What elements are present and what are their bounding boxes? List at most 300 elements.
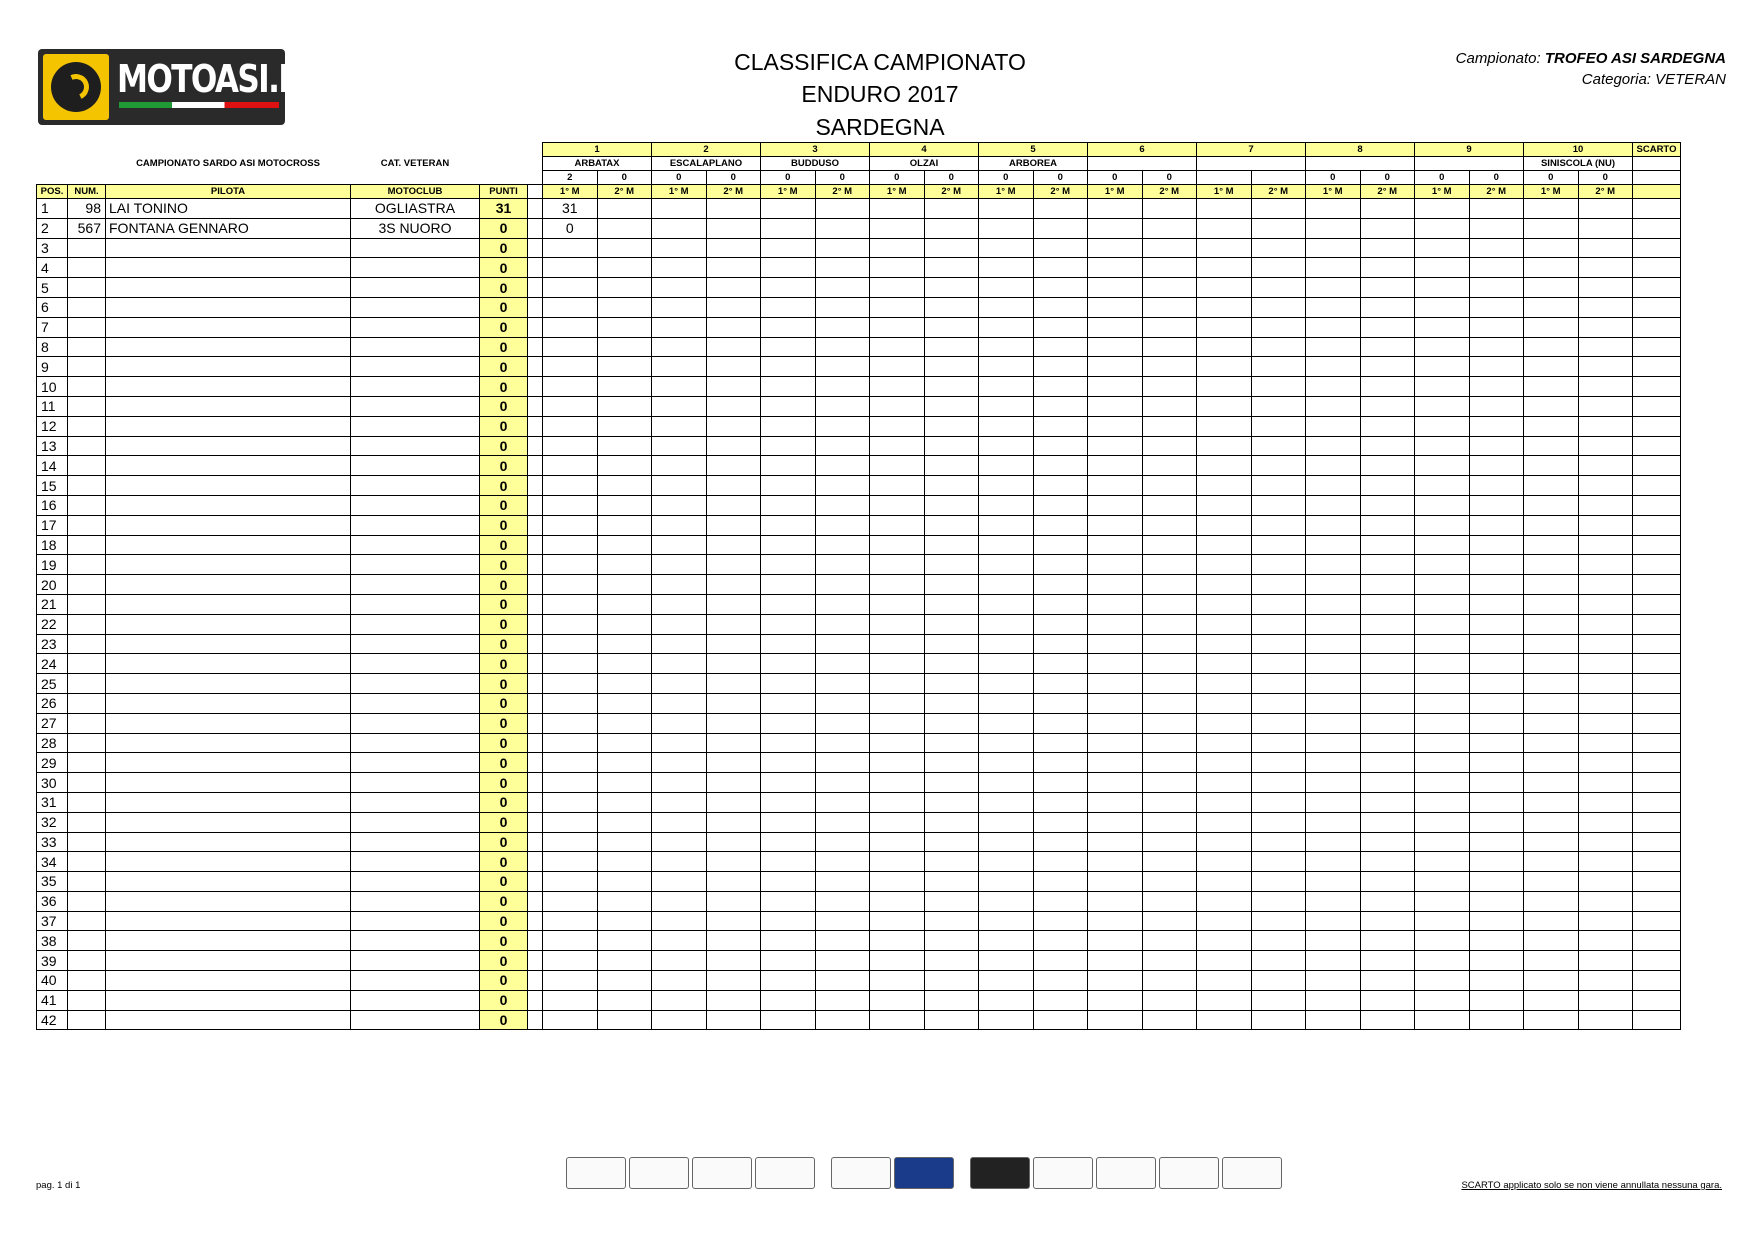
cell-race-result: 0	[543, 218, 598, 238]
cell-race-result	[543, 258, 598, 278]
table-row	[37, 495, 1681, 515]
cell-race-result	[1142, 654, 1197, 674]
cell-race-result	[652, 515, 707, 535]
cell-scarto	[1633, 931, 1681, 951]
cell-race-result	[1197, 396, 1252, 416]
cell-race-result	[1197, 297, 1252, 317]
cell-pos: 6	[37, 297, 68, 317]
cell-pos: 38	[37, 931, 68, 951]
cell-punti: 0	[480, 575, 528, 595]
cell-race-result	[1033, 594, 1088, 614]
cell-race-result	[1524, 594, 1579, 614]
cell-race-result	[1415, 733, 1470, 753]
cell-race-result	[979, 515, 1034, 535]
cell-race-result	[1469, 297, 1524, 317]
cell-race-result	[1415, 911, 1470, 931]
cell-race-result	[1251, 693, 1306, 713]
cell-race-result	[652, 238, 707, 258]
motoasi-logo	[38, 49, 308, 125]
cell-race-result	[1360, 258, 1415, 278]
cell-race-result	[815, 535, 870, 555]
cell-race-result	[652, 931, 707, 951]
manche-count: 0	[870, 171, 925, 185]
cell-race-result	[1306, 416, 1361, 436]
cell-race-result	[597, 812, 652, 832]
cell-num	[68, 396, 106, 416]
cell-pos: 41	[37, 990, 68, 1010]
cell-gap	[528, 238, 543, 258]
cell-race-result	[815, 357, 870, 377]
cell-pilota	[106, 773, 351, 793]
cell-race-result	[1197, 258, 1252, 278]
cell-race-result	[1524, 495, 1579, 515]
cell-pos: 4	[37, 258, 68, 278]
cell-race-result	[543, 377, 598, 397]
cell-scarto	[1633, 713, 1681, 733]
cell-race-result	[1142, 396, 1197, 416]
cell-gap	[528, 674, 543, 694]
cell-scarto	[1633, 535, 1681, 555]
cell-race-result	[761, 575, 816, 595]
cell-race-result	[652, 456, 707, 476]
cell-race-result	[597, 436, 652, 456]
cell-race-result	[870, 495, 925, 515]
cell-race-result	[1088, 515, 1143, 535]
cell-race-result	[1360, 357, 1415, 377]
cell-race-result	[1415, 872, 1470, 892]
cell-race-result	[1033, 317, 1088, 337]
cell-race-result	[597, 357, 652, 377]
cell-race-result	[1088, 377, 1143, 397]
cell-race-result	[706, 416, 761, 436]
cell-race-result	[761, 476, 816, 496]
cell-race-result	[1251, 436, 1306, 456]
cell-gap	[528, 555, 543, 575]
cell-punti: 0	[480, 654, 528, 674]
cell-race-result	[1251, 951, 1306, 971]
cell-race-result	[1088, 792, 1143, 812]
cell-race-result	[1197, 238, 1252, 258]
cell-race-result	[706, 614, 761, 634]
cell-motoclub	[351, 753, 480, 773]
cell-race-result	[1306, 911, 1361, 931]
manche-1-header: 1° M	[979, 185, 1034, 199]
sponsor-stamp-logo	[1159, 1157, 1219, 1189]
table-row	[37, 416, 1681, 436]
cell-race-result	[979, 931, 1034, 951]
cell-race-result	[1088, 495, 1143, 515]
cell-race-result	[1524, 258, 1579, 278]
cell-race-result	[1578, 297, 1633, 317]
cell-race-result	[597, 456, 652, 476]
cell-race-result	[761, 713, 816, 733]
cell-race-result	[1033, 357, 1088, 377]
cell-race-result	[1088, 456, 1143, 476]
round-place: ESCALAPLANO	[652, 157, 761, 171]
cell-race-result	[1088, 891, 1143, 911]
cell-race-result	[1251, 713, 1306, 733]
cell-race-result	[1360, 654, 1415, 674]
table-row	[37, 575, 1681, 595]
cell-race-result	[815, 456, 870, 476]
cell-race-result	[597, 733, 652, 753]
cell-race-result	[979, 713, 1034, 733]
cell-race-result	[1088, 931, 1143, 951]
cell-race-result	[761, 832, 816, 852]
cell-race-result	[870, 278, 925, 298]
cell-pos: 7	[37, 317, 68, 337]
round-place: ARBOREA	[979, 157, 1088, 171]
cell-race-result	[761, 1010, 816, 1030]
cell-race-result	[1306, 852, 1361, 872]
cell-race-result	[1033, 832, 1088, 852]
cell-race-result	[652, 575, 707, 595]
cell-scarto	[1633, 515, 1681, 535]
cell-race-result	[1524, 515, 1579, 535]
cell-race-result	[543, 614, 598, 634]
manche-1-header: 1° M	[1197, 185, 1252, 199]
cell-punti: 0	[480, 872, 528, 892]
scarto-note: SCARTO applicato solo se non viene annullata nessuna gara.	[1461, 1180, 1722, 1191]
cell-race-result	[1306, 377, 1361, 397]
cell-pos: 1	[37, 199, 68, 219]
cell-race-result	[924, 891, 979, 911]
cell-race-result	[1306, 971, 1361, 991]
cell-race-result	[815, 594, 870, 614]
cell-race-result	[1578, 476, 1633, 496]
cell-race-result	[979, 476, 1034, 496]
cell-race-result	[1088, 258, 1143, 278]
cell-race-result	[761, 654, 816, 674]
cell-race-result	[979, 297, 1034, 317]
cell-race-result	[1524, 476, 1579, 496]
cell-race-result	[870, 951, 925, 971]
manche-2-header: 2° M	[924, 185, 979, 199]
cell-race-result	[1524, 971, 1579, 991]
cell-race-result	[1578, 713, 1633, 733]
cell-pos: 39	[37, 951, 68, 971]
cell-race-result	[652, 674, 707, 694]
cell-motoclub	[351, 575, 480, 595]
cell-punti: 0	[480, 792, 528, 812]
cell-race-result	[1197, 951, 1252, 971]
cell-race-result	[870, 377, 925, 397]
cell-gap	[528, 693, 543, 713]
table-row	[37, 832, 1681, 852]
cell-motoclub	[351, 951, 480, 971]
round-number: 1	[543, 143, 652, 157]
cell-race-result	[1197, 416, 1252, 436]
cell-num	[68, 436, 106, 456]
cell-race-result	[1197, 377, 1252, 397]
cell-race-result	[1524, 456, 1579, 476]
cell-race-result	[924, 535, 979, 555]
cell-race-result	[1360, 199, 1415, 219]
cell-race-result	[1251, 575, 1306, 595]
cell-race-result	[706, 773, 761, 793]
cell-race-result	[761, 773, 816, 793]
title-line-2: ENDURO 2017	[801, 81, 959, 107]
cell-pos: 37	[37, 911, 68, 931]
cell-race-result	[979, 258, 1034, 278]
cell-race-result	[1306, 495, 1361, 515]
cell-race-result	[1251, 852, 1306, 872]
cell-race-result	[543, 416, 598, 436]
cell-num	[68, 535, 106, 555]
manche-count: 0	[1088, 171, 1143, 185]
cell-race-result	[815, 258, 870, 278]
cell-race-result	[543, 990, 598, 1010]
cell-gap	[528, 218, 543, 238]
cell-race-result	[761, 218, 816, 238]
cell-race-result	[1524, 852, 1579, 872]
cell-race-result	[815, 377, 870, 397]
cell-race-result	[761, 990, 816, 1010]
cell-race-result	[543, 654, 598, 674]
cell-race-result	[1578, 199, 1633, 219]
cell-race-result	[1088, 1010, 1143, 1030]
cell-race-result	[597, 971, 652, 991]
cell-race-result	[979, 575, 1034, 595]
cell-race-result	[1415, 654, 1470, 674]
cell-race-result	[870, 713, 925, 733]
cell-race-result	[870, 931, 925, 951]
cell-race-result	[543, 515, 598, 535]
cell-pos: 32	[37, 812, 68, 832]
cell-race-result	[1197, 476, 1252, 496]
cell-pos: 22	[37, 614, 68, 634]
cell-race-result	[979, 555, 1034, 575]
cell-punti: 0	[480, 832, 528, 852]
cell-race-result	[597, 594, 652, 614]
cell-race-result	[1033, 476, 1088, 496]
cell-race-result	[870, 594, 925, 614]
cell-race-result	[597, 416, 652, 436]
cell-race-result	[706, 436, 761, 456]
round-number: 7	[1197, 143, 1306, 157]
cell-motoclub	[351, 555, 480, 575]
cell-pos: 12	[37, 416, 68, 436]
cell-punti: 0	[480, 773, 528, 793]
cell-race-result	[1360, 990, 1415, 1010]
cell-race-result	[1415, 812, 1470, 832]
cell-race-result	[979, 971, 1034, 991]
manche-1-header: 1° M	[652, 185, 707, 199]
cell-race-result	[1306, 891, 1361, 911]
cell-scarto	[1633, 555, 1681, 575]
cell-race-result	[1088, 614, 1143, 634]
cell-race-result	[543, 852, 598, 872]
cell-race-result	[1306, 832, 1361, 852]
cell-pilota	[106, 614, 351, 634]
cell-motoclub	[351, 258, 480, 278]
cell-race-result	[924, 1010, 979, 1030]
cell-race-result	[543, 297, 598, 317]
sponsor-strip	[566, 1157, 1282, 1193]
cell-race-result	[870, 317, 925, 337]
cell-motoclub	[351, 456, 480, 476]
cell-race-result	[1306, 693, 1361, 713]
cell-race-result	[1415, 792, 1470, 812]
cell-motoclub	[351, 238, 480, 258]
championship-label: Campionato:	[1455, 50, 1541, 67]
italian-flag-stripe	[119, 102, 279, 108]
cell-motoclub	[351, 278, 480, 298]
manche-count: 0	[924, 171, 979, 185]
cell-gap	[528, 258, 543, 278]
cell-punti: 0	[480, 555, 528, 575]
table-row	[37, 792, 1681, 812]
cell-race-result	[1197, 1010, 1252, 1030]
cell-race-result	[761, 377, 816, 397]
cell-race-result	[979, 456, 1034, 476]
cell-race-result	[1033, 575, 1088, 595]
cell-race-result	[924, 634, 979, 654]
cell-race-result	[761, 258, 816, 278]
cell-race-result	[1306, 575, 1361, 595]
cell-race-result	[924, 832, 979, 852]
table-row	[37, 971, 1681, 991]
cell-num	[68, 971, 106, 991]
cell-race-result	[1142, 852, 1197, 872]
table-row	[37, 911, 1681, 931]
col-gap	[528, 185, 543, 199]
cell-race-result	[597, 258, 652, 278]
cell-race-result	[1415, 297, 1470, 317]
sponsor-ambra-logo	[566, 1157, 626, 1189]
cell-race-result	[1033, 1010, 1088, 1030]
cell-motoclub	[351, 832, 480, 852]
cell-race-result	[1197, 990, 1252, 1010]
cell-race-result	[1524, 238, 1579, 258]
cell-race-result	[870, 773, 925, 793]
cell-race-result	[979, 535, 1034, 555]
cell-race-result	[652, 753, 707, 773]
cell-race-result	[1088, 535, 1143, 555]
cell-race-result	[979, 832, 1034, 852]
cell-race-result	[1197, 753, 1252, 773]
cell-race-result	[543, 1010, 598, 1030]
cell-race-result	[1033, 238, 1088, 258]
cell-race-result	[979, 951, 1034, 971]
cell-scarto	[1633, 891, 1681, 911]
cell-race-result	[979, 396, 1034, 416]
cell-race-result	[1197, 594, 1252, 614]
cell-race-result	[761, 238, 816, 258]
round-place	[1088, 157, 1197, 171]
cell-race-result	[1251, 634, 1306, 654]
round-number: 5	[979, 143, 1088, 157]
cell-race-result	[1415, 753, 1470, 773]
cell-scarto	[1633, 832, 1681, 852]
cell-race-result	[979, 278, 1034, 298]
table-row	[37, 258, 1681, 278]
cell-race-result	[1033, 753, 1088, 773]
cell-num: 567	[68, 218, 106, 238]
cell-race-result	[706, 199, 761, 219]
cell-race-result	[597, 317, 652, 337]
manche-count: 0	[706, 171, 761, 185]
cell-pilota	[106, 575, 351, 595]
cell-race-result	[1251, 357, 1306, 377]
cell-race-result	[924, 594, 979, 614]
cell-race-result	[1415, 199, 1470, 219]
campionato-label: CAMPIONATO SARDO ASI MOTOCROSS	[136, 158, 320, 169]
cell-race-result	[1415, 436, 1470, 456]
cell-gap	[528, 971, 543, 991]
cell-race-result	[815, 515, 870, 535]
cell-race-result	[543, 535, 598, 555]
cell-pilota	[106, 456, 351, 476]
cell-motoclub	[351, 476, 480, 496]
cell-gap	[528, 733, 543, 753]
cell-pilota: LAI TONINO	[106, 199, 351, 219]
cell-race-result	[815, 832, 870, 852]
cell-race-result	[1524, 416, 1579, 436]
cell-race-result	[1088, 773, 1143, 793]
table-row	[37, 396, 1681, 416]
cell-race-result	[543, 238, 598, 258]
cell-pos: 31	[37, 792, 68, 812]
cell-pilota	[106, 832, 351, 852]
cell-race-result	[924, 515, 979, 535]
cell-race-result	[652, 792, 707, 812]
cell-gap	[528, 436, 543, 456]
cell-race-result	[924, 416, 979, 436]
cell-race-result	[597, 713, 652, 733]
round-place	[1197, 157, 1306, 171]
cell-race-result	[979, 594, 1034, 614]
cell-race-result	[1197, 792, 1252, 812]
cell-race-result	[706, 931, 761, 951]
table-row	[37, 753, 1681, 773]
cell-race-result	[1360, 495, 1415, 515]
cell-gap	[528, 297, 543, 317]
cell-race-result	[1415, 1010, 1470, 1030]
cell-race-result	[1578, 495, 1633, 515]
cell-scarto	[1633, 792, 1681, 812]
cell-race-result	[1524, 872, 1579, 892]
cell-race-result	[1469, 674, 1524, 694]
cell-race-result	[1197, 891, 1252, 911]
cell-race-result	[1360, 634, 1415, 654]
cell-pilota	[106, 238, 351, 258]
cell-race-result	[1578, 911, 1633, 931]
cell-race-result	[870, 555, 925, 575]
cell-race-result	[1524, 317, 1579, 337]
table-row	[37, 990, 1681, 1010]
manche-count: 0	[1524, 171, 1579, 185]
cell-scarto	[1633, 911, 1681, 931]
cell-pilota	[106, 753, 351, 773]
cell-race-result	[1033, 951, 1088, 971]
cell-race-result	[706, 297, 761, 317]
cell-race-result	[1360, 773, 1415, 793]
cell-race-result	[597, 476, 652, 496]
cell-race-result	[1469, 456, 1524, 476]
cell-race-result	[1360, 218, 1415, 238]
cell-race-result	[1415, 278, 1470, 298]
cell-race-result	[979, 1010, 1034, 1030]
cell-race-result	[761, 792, 816, 812]
manche-count	[1251, 171, 1306, 185]
cell-race-result	[706, 377, 761, 397]
cell-motoclub	[351, 495, 480, 515]
cell-scarto	[1633, 852, 1681, 872]
manche-2-header: 2° M	[1251, 185, 1306, 199]
cell-punti: 0	[480, 238, 528, 258]
cell-race-result	[1251, 832, 1306, 852]
